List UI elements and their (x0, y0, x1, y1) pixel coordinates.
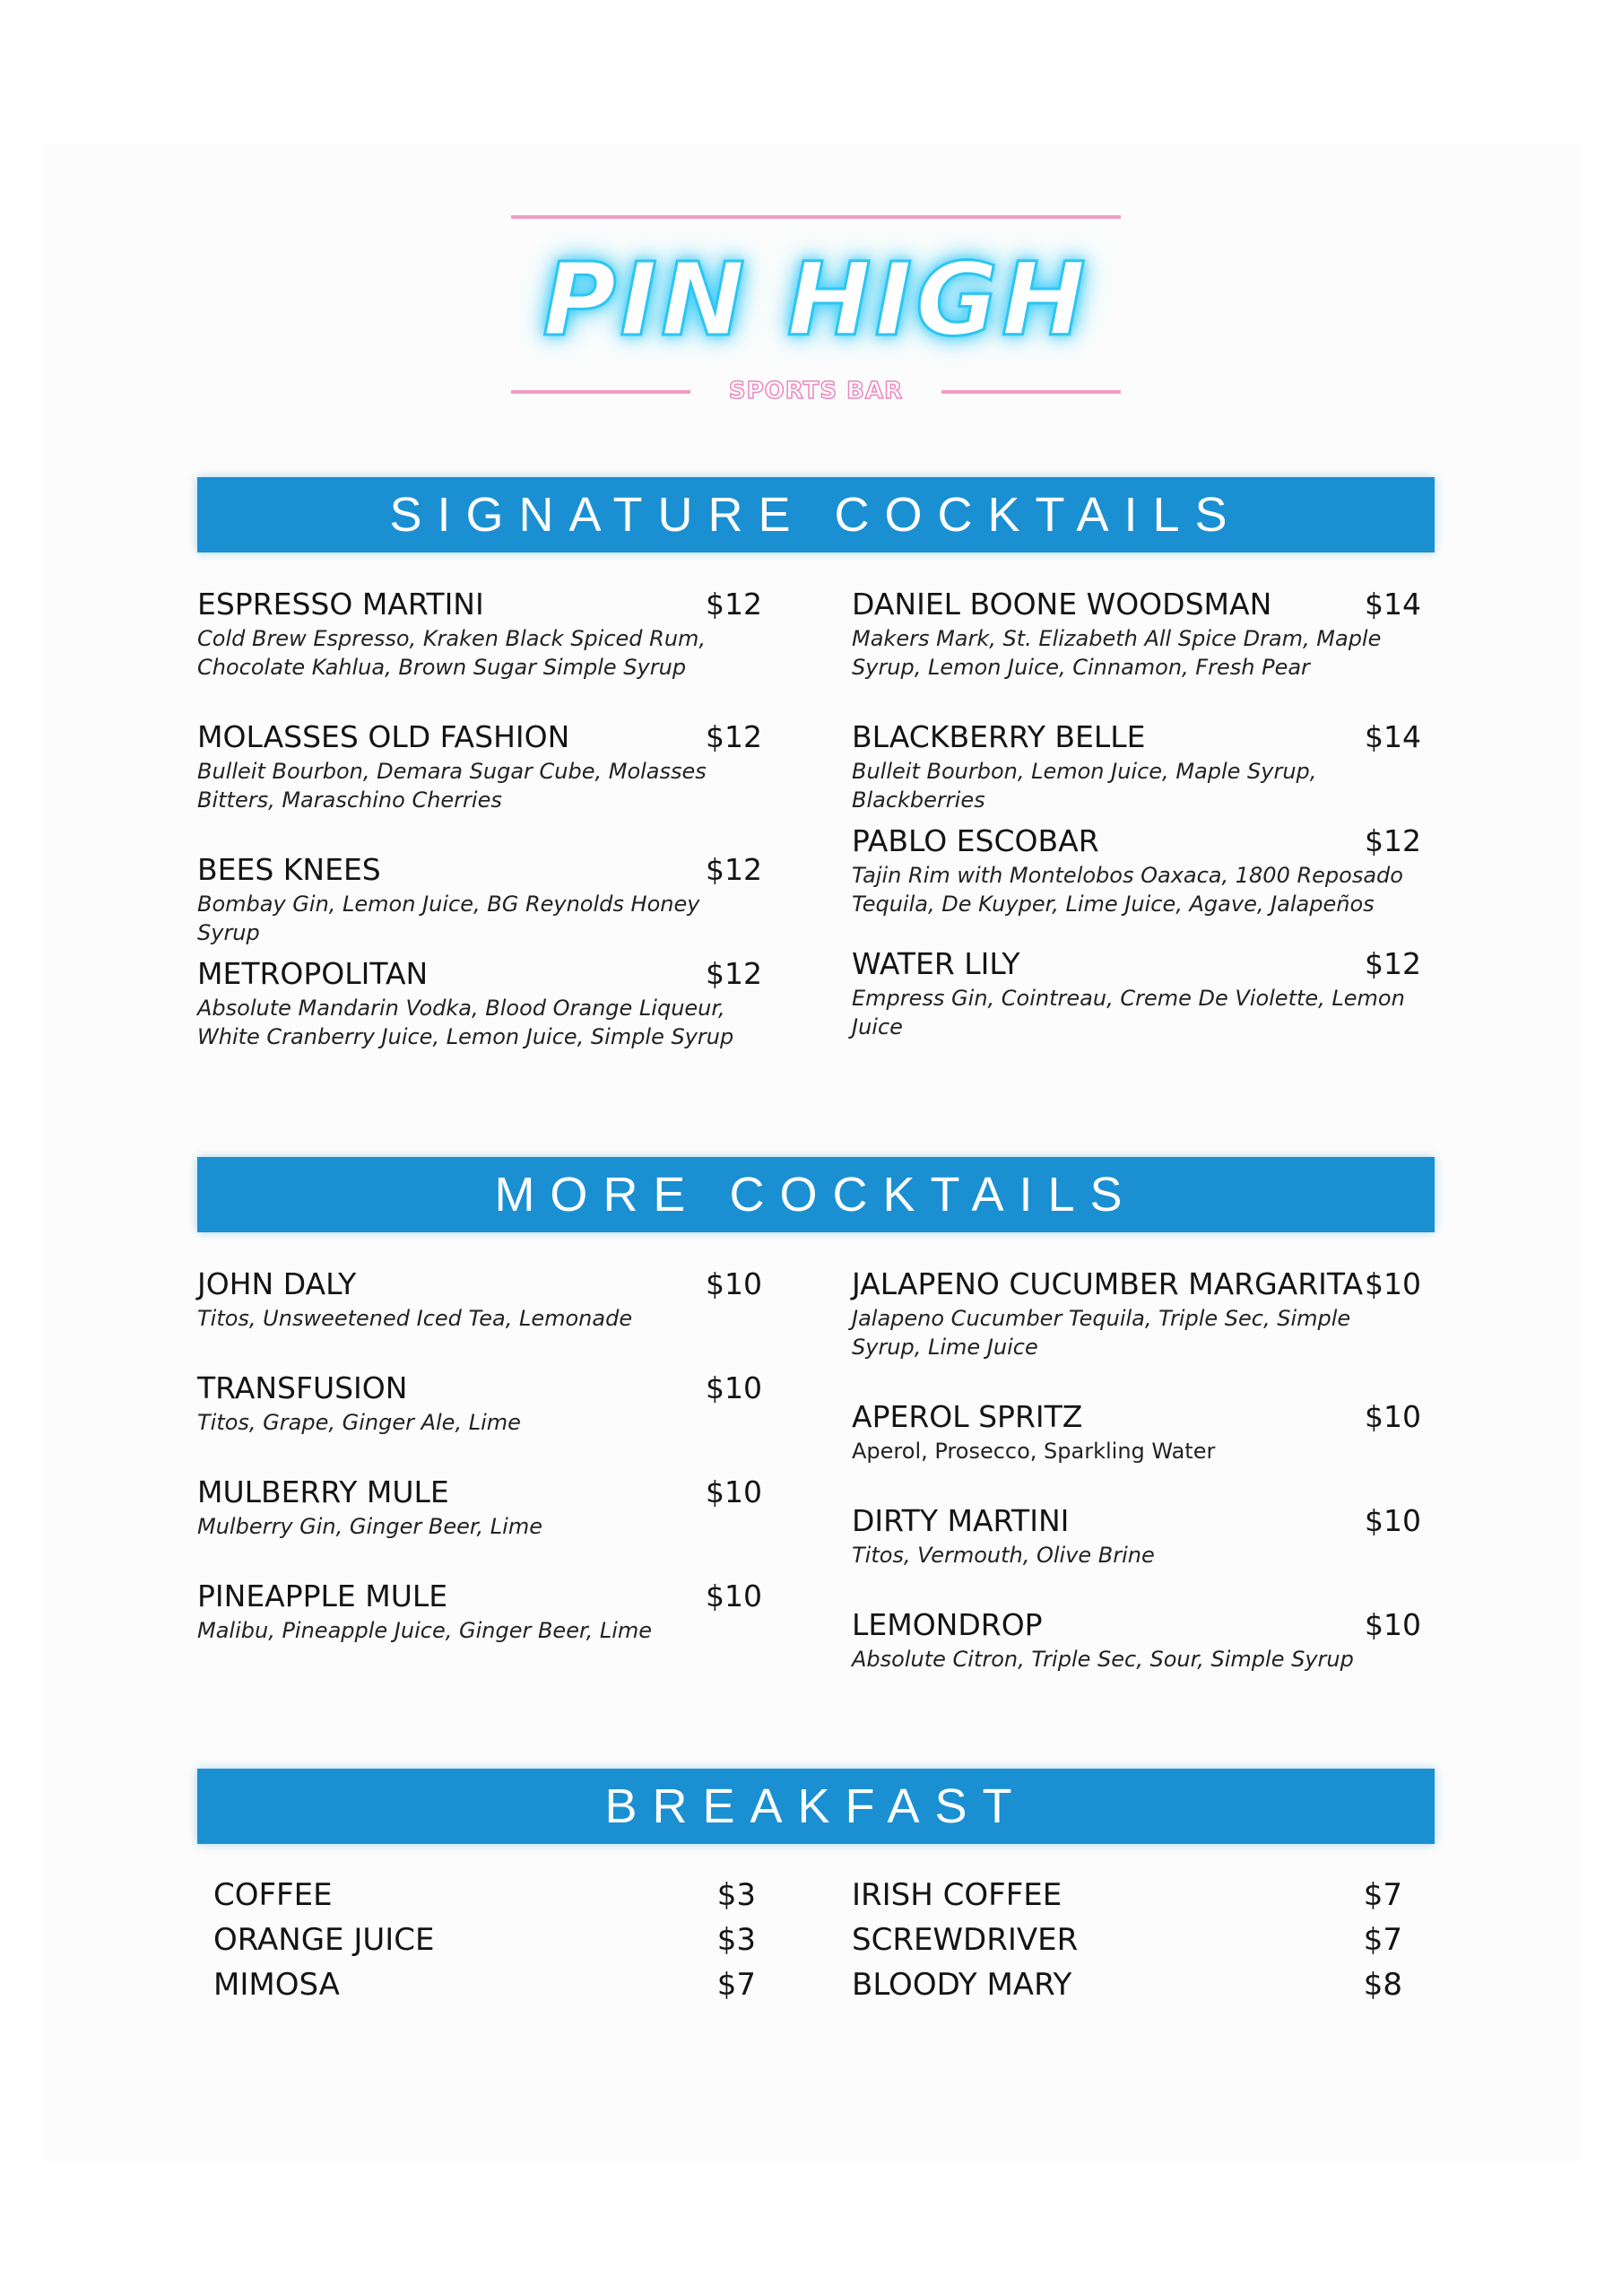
item-name: JALAPENO CUCUMBER MARGARITA (852, 1266, 1364, 1301)
menu-item (197, 850, 762, 947)
item-name: WATER LILY (852, 946, 1020, 981)
menu-item (852, 585, 1421, 682)
logo-subtitle: SPORTS BAR (728, 378, 904, 404)
item-description: Absolute Citron, Triple Sec, Sour, Simple Syrup (852, 1647, 1354, 1672)
item-name: MOLASSES OLD FASHION (197, 719, 570, 754)
logo-subtitle-rule-right (941, 390, 1121, 394)
logo-title: PIN HIGH (542, 242, 1089, 359)
item-description: Titos, Vermouth, Olive Brine (852, 1543, 1155, 1568)
item-price: $12 (706, 587, 762, 622)
item-price: $10 (1365, 1503, 1421, 1538)
item-description: Mulberry Gin, Ginger Beer, Lime (197, 1514, 542, 1539)
item-price: $12 (1365, 946, 1421, 981)
section-header-signature: SIGNATURE COCKTAILS (197, 477, 1435, 552)
menu-item (197, 1369, 762, 1437)
menu-item (852, 1397, 1421, 1465)
item-description: Cold Brew Espresso, Kraken Black Spiced Rum, Chocolate Kahlua, Brown Sugar Simple Syrup (197, 626, 707, 680)
item-name: IRISH COFFEE (852, 1877, 1063, 1913)
item-name: COFFEE (213, 1877, 333, 1913)
item-name: BLACKBERRY BELLE (852, 719, 1146, 754)
item-price: $7 (716, 1967, 756, 2003)
item-description: Bulleit Bourbon, Lemon Juice, Maple Syrup, Blackberries (852, 759, 1317, 813)
item-price: $10 (706, 1370, 762, 1405)
breakfast-item (213, 1919, 756, 1961)
item-price: $12 (1365, 823, 1421, 858)
item-description: Aperol, Prosecco, Sparkling Water (852, 1439, 1216, 1464)
item-description: Titos, Grape, Ginger Ale, Lime (197, 1410, 521, 1435)
item-price: $7 (1363, 1922, 1402, 1958)
item-name: APEROL SPRITZ (852, 1399, 1083, 1434)
menu-page (43, 144, 1579, 2161)
item-name: DIRTY MARTINI (852, 1503, 1070, 1538)
menu-item (852, 822, 1421, 918)
logo-top-rule (511, 215, 1121, 219)
item-name: BEES KNEES (197, 852, 381, 887)
menu-item (852, 944, 1421, 1041)
breakfast-item (213, 1964, 756, 2005)
menu-item (852, 1501, 1421, 1570)
logo-subtitle-row (511, 377, 1121, 404)
item-description: Empress Gin, Cointreau, Creme De Violette, Lemon Juice (852, 986, 1405, 1039)
item-name: JOHN DALY (197, 1266, 357, 1301)
item-name: MULBERRY MULE (197, 1474, 449, 1509)
item-price: $8 (1363, 1967, 1402, 2003)
item-price: $10 (706, 1578, 762, 1613)
item-description: Absolute Mandarin Vodka, Blood Orange Liqueur, White Cranberry Juice, Lemon Juice, Simple Syrup (197, 996, 734, 1049)
item-price: $7 (1363, 1877, 1402, 1913)
item-name: ESPRESSO MARTINI (197, 587, 484, 622)
item-price: $12 (706, 956, 762, 991)
item-name: METROPOLITAN (197, 956, 429, 991)
item-price: $10 (706, 1266, 762, 1301)
item-name: SCREWDRIVER (852, 1922, 1079, 1958)
breakfast-item (852, 1919, 1402, 1961)
item-price: $10 (1365, 1607, 1421, 1642)
menu-item (852, 718, 1421, 814)
breakfast-item (213, 1874, 756, 1916)
logo (511, 215, 1121, 413)
item-name: ORANGE JUICE (213, 1922, 435, 1958)
section-header-more: MORE COCKTAILS (197, 1157, 1435, 1232)
menu-item (197, 718, 762, 814)
item-description: Bulleit Bourbon, Demara Sugar Cube, Molasses Bitters, Maraschino Cherries (197, 759, 707, 813)
item-name: MIMOSA (213, 1967, 340, 2003)
menu-item (197, 1473, 762, 1541)
item-name: TRANSFUSION (197, 1370, 408, 1405)
logo-subtitle-rule-left (511, 390, 690, 394)
item-price: $12 (706, 719, 762, 754)
item-description: Malibu, Pineapple Juice, Ginger Beer, Lime (197, 1618, 653, 1643)
item-description: Tajin Rim with Montelobos Oaxaca, 1800 Reposado Tequila, De Kuyper, Lime Juice, Agave, Jalapeños (852, 863, 1403, 917)
item-price: $3 (716, 1922, 756, 1958)
menu-item (197, 1265, 762, 1333)
item-price: $14 (1365, 587, 1421, 622)
section-header-breakfast: BREAKFAST (197, 1769, 1435, 1844)
item-description: Makers Mark, St. Elizabeth All Spice Dram, Maple Syrup, Lemon Juice, Cinnamon, Fresh Pear (852, 626, 1382, 680)
item-name: BLOODY MARY (852, 1967, 1072, 2003)
item-price: $3 (716, 1877, 756, 1913)
item-name: LEMONDROP (852, 1607, 1043, 1642)
item-description: Titos, Unsweetened Iced Tea, Lemonade (197, 1306, 633, 1331)
menu-item (197, 954, 762, 1051)
menu-item (852, 1265, 1421, 1361)
item-price: $14 (1365, 719, 1421, 754)
item-name: PINEAPPLE MULE (197, 1578, 448, 1613)
item-name: DANIEL BOONE WOODSMAN (852, 587, 1272, 622)
item-price: $10 (1365, 1266, 1421, 1301)
item-price: $10 (706, 1474, 762, 1509)
menu-item (197, 585, 762, 682)
item-description: Jalapeno Cucumber Tequila, Triple Sec, Simple Syrup, Lime Juice (852, 1306, 1351, 1360)
menu-item (852, 1605, 1421, 1674)
item-description: Bombay Gin, Lemon Juice, BG Reynolds Honey Syrup (197, 891, 700, 945)
menu-item (197, 1577, 762, 1645)
item-price: $10 (1365, 1399, 1421, 1434)
breakfast-item (852, 1964, 1402, 2005)
item-price: $12 (706, 852, 762, 887)
breakfast-item (852, 1874, 1402, 1916)
item-name: PABLO ESCOBAR (852, 823, 1099, 858)
